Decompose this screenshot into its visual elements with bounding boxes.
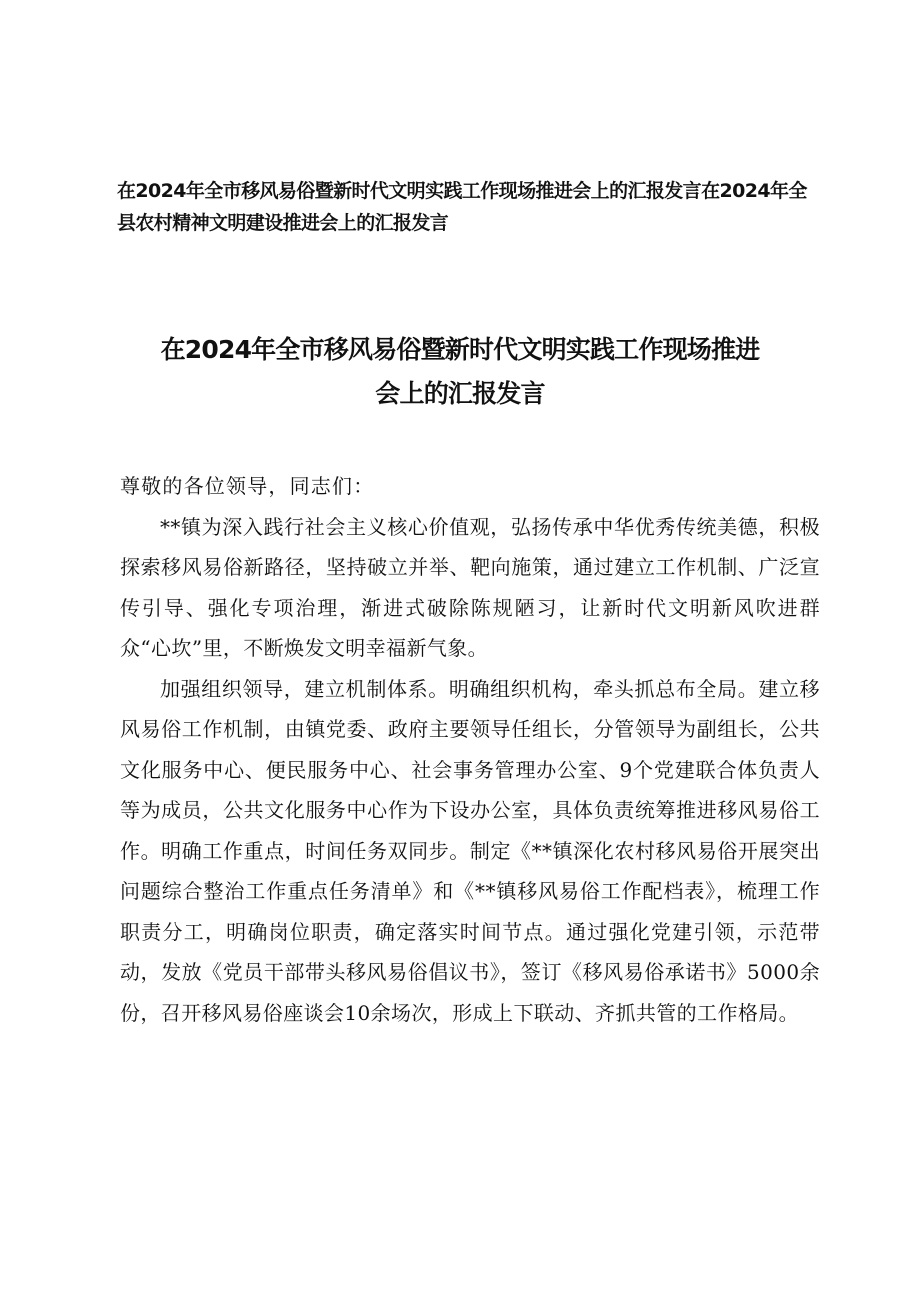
title-line-1: 在2024年全市移风易俗暨新时代文明实践工作现场推进 — [160, 335, 760, 364]
title-line-2: 会上的汇报发言 — [375, 379, 545, 408]
document-body — [120, 466, 820, 1033]
paragraph-organization: 加强组织领导，建立机制体系。明确组织机构，牵头抓总布全局。建立移风易俗工作机制，由镇党委、政府主要领导任组长，分管领导为副组长，公共文化服务中心、便民服务中心、社会事务管理办公室、9个党建联合体负责人等为成员，公共文化服务中心作为下设办公室，具体负责统筹推进移风易俗工作。明确工作重点，时间任务双同步。制定《**镇深化农村移风易俗开展突出问题综合整治工作重点任务清单》和《**镇移风易俗工作配档表》，梳理工作职责分工，明确岗位职责，确定落实时间节点。通过强化党建引领，示范带动，发放《党员干部带头移风易俗倡议书》，签订《移风易俗承诺书》5000余份，召开移风易俗座谈会10余场次，形成上下联动、齐抓共管的工作格局。 — [120, 676, 820, 1025]
document-header: 在2024年全市移风易俗暨新时代文明实践工作现场推进会上的汇报发言在2024年全县农村精神文明建设推进会上的汇报发言 — [117, 180, 807, 234]
salutation: 尊敬的各位领导，同志们： — [120, 474, 375, 498]
document-title — [120, 328, 800, 416]
paragraph-intro: **镇为深入践行社会主义核心价值观，弘扬传承中华优秀传统美德，积极探索移风易俗新路径，坚持破立并举、靶向施策，通过建立工作机制、广泛宣传引导、强化专项治理，渐进式破除陈规陋习，让新时代文明新风吹进群众“心坎”里，不断焕发文明幸福新气象。 — [120, 514, 820, 660]
